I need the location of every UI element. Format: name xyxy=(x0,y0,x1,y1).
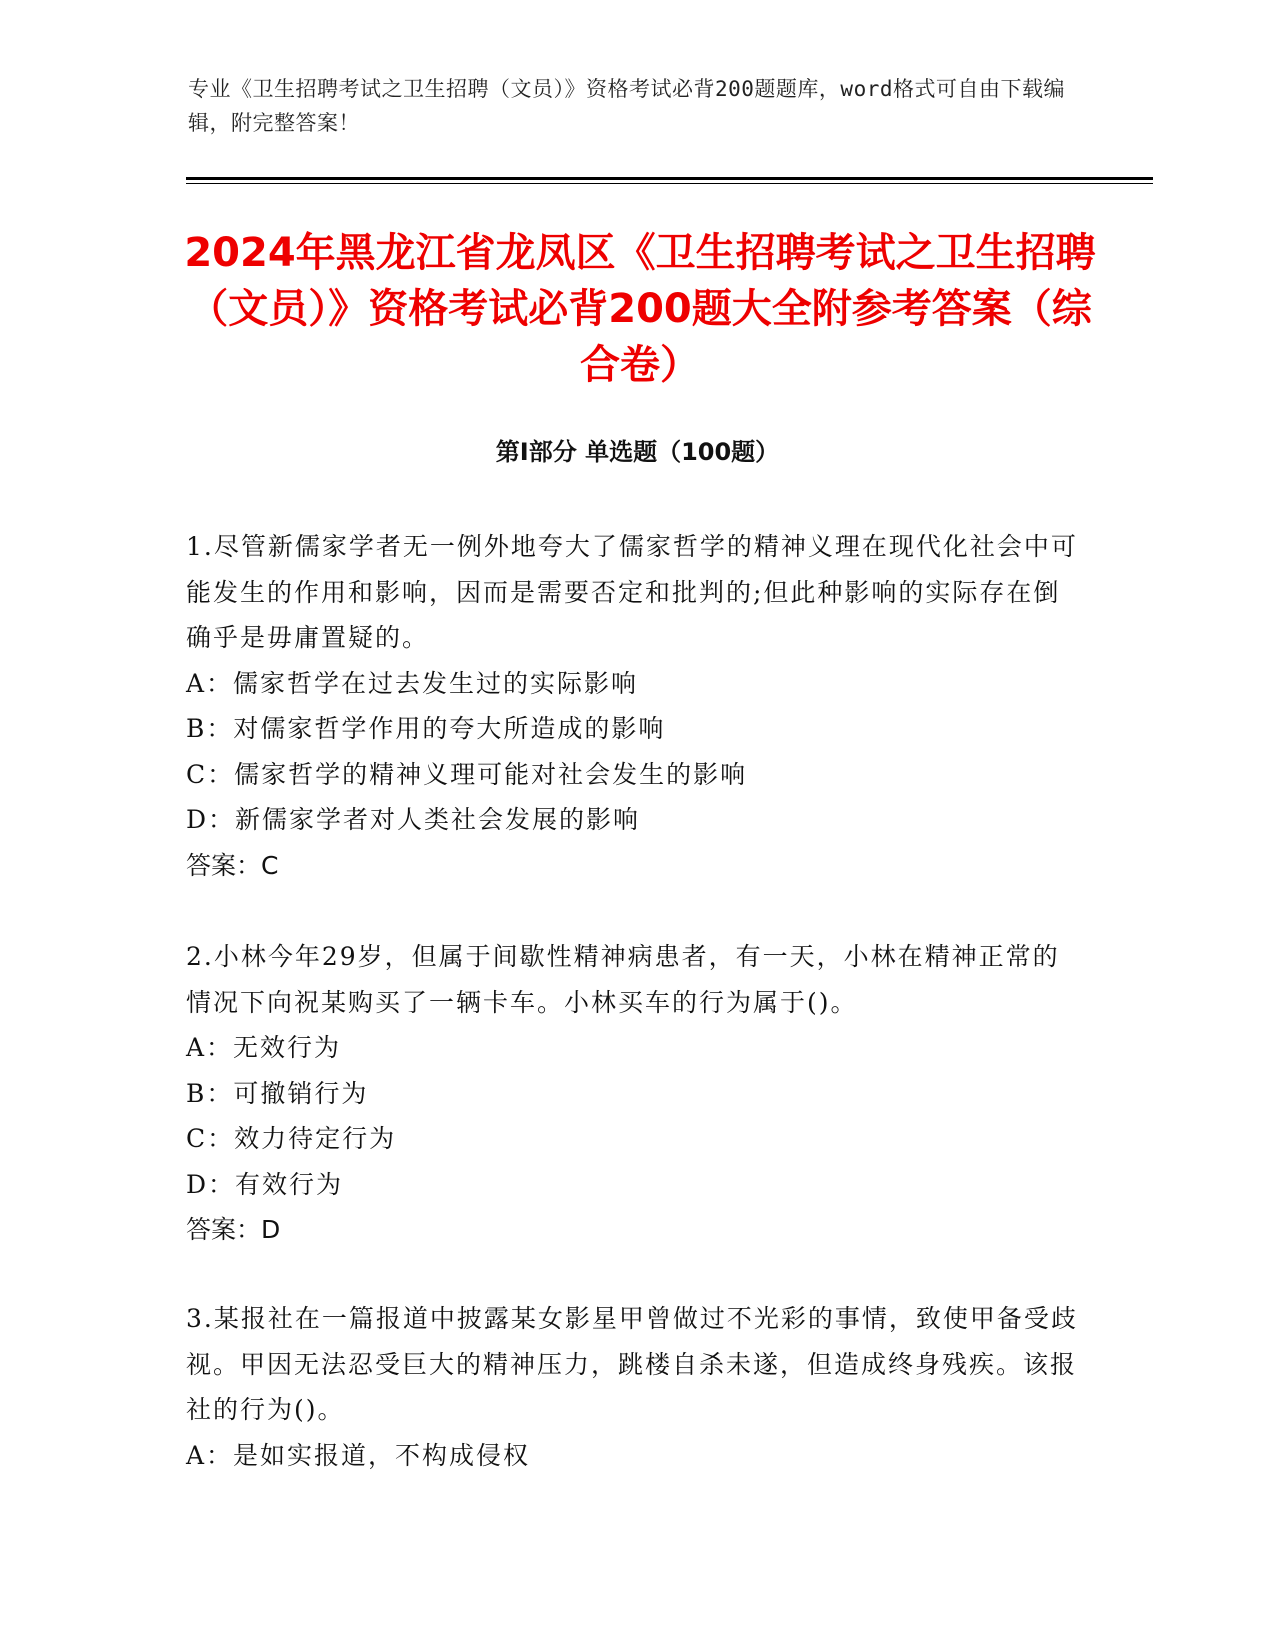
header-rule-thin xyxy=(186,183,1153,184)
option-d: D：新儒家学者对人类社会发展的影响 xyxy=(186,805,641,834)
question-stem: 2.小林今年29岁，但属于间歇性精神病患者，有一天，小林在精神正常的情况下向祝某购买了一辆卡车。小林买车的行为属于()。 xyxy=(186,942,1060,1017)
answer: 答案：D xyxy=(186,1215,281,1244)
option-b: B：可撤销行为 xyxy=(186,1078,369,1108)
section-title: 第Ⅰ部分 单选题（100题） xyxy=(495,438,780,466)
document-title: 2024年黑龙江省龙凤区《卫生招聘考试之卫生招聘（文员）》资格考试必背200题大全附参考答案（综合卷） xyxy=(184,230,1096,388)
option-d: D：有效行为 xyxy=(186,1169,344,1199)
question-stem: 3.某报社在一篇报道中披露某女影星甲曾做过不光彩的事情，致使甲备受歧视。甲因无法忍受巨大的精神压力，跳楼自杀未遂，但造成终身残疾。该报社的行为()。 xyxy=(186,1304,1078,1424)
question-1 xyxy=(186,524,1086,888)
option-a: A：是如实报道，不构成侵权 xyxy=(186,1440,531,1470)
option-a: A：无效行为 xyxy=(186,1033,342,1062)
question-stem: 1.尽管新儒家学者无一例外地夸大了儒家哲学的精神义理在现代化社会中可能发生的作用和影响，因而是需要否定和批判的;但此种影响的实际存在倒确乎是毋庸置疑的。 xyxy=(186,532,1078,652)
header-rule-thick xyxy=(186,177,1153,180)
question-2 xyxy=(186,934,1086,1253)
option-a: A：儒家哲学在过去发生过的实际影响 xyxy=(186,668,639,698)
answer: 答案：C xyxy=(186,850,279,880)
option-c: C：儒家哲学的精神义理可能对社会发生的影响 xyxy=(186,759,748,789)
header-note: 专业《卫生招聘考试之卫生招聘（文员）》资格考试必背200题题库，word格式可自由下载编辑，附完整答案！ xyxy=(188,77,1065,135)
question-3 xyxy=(186,1296,1086,1478)
option-b: B：对儒家哲学作用的夸大所造成的影响 xyxy=(186,714,666,743)
option-c: C：效力待定行为 xyxy=(186,1124,397,1153)
